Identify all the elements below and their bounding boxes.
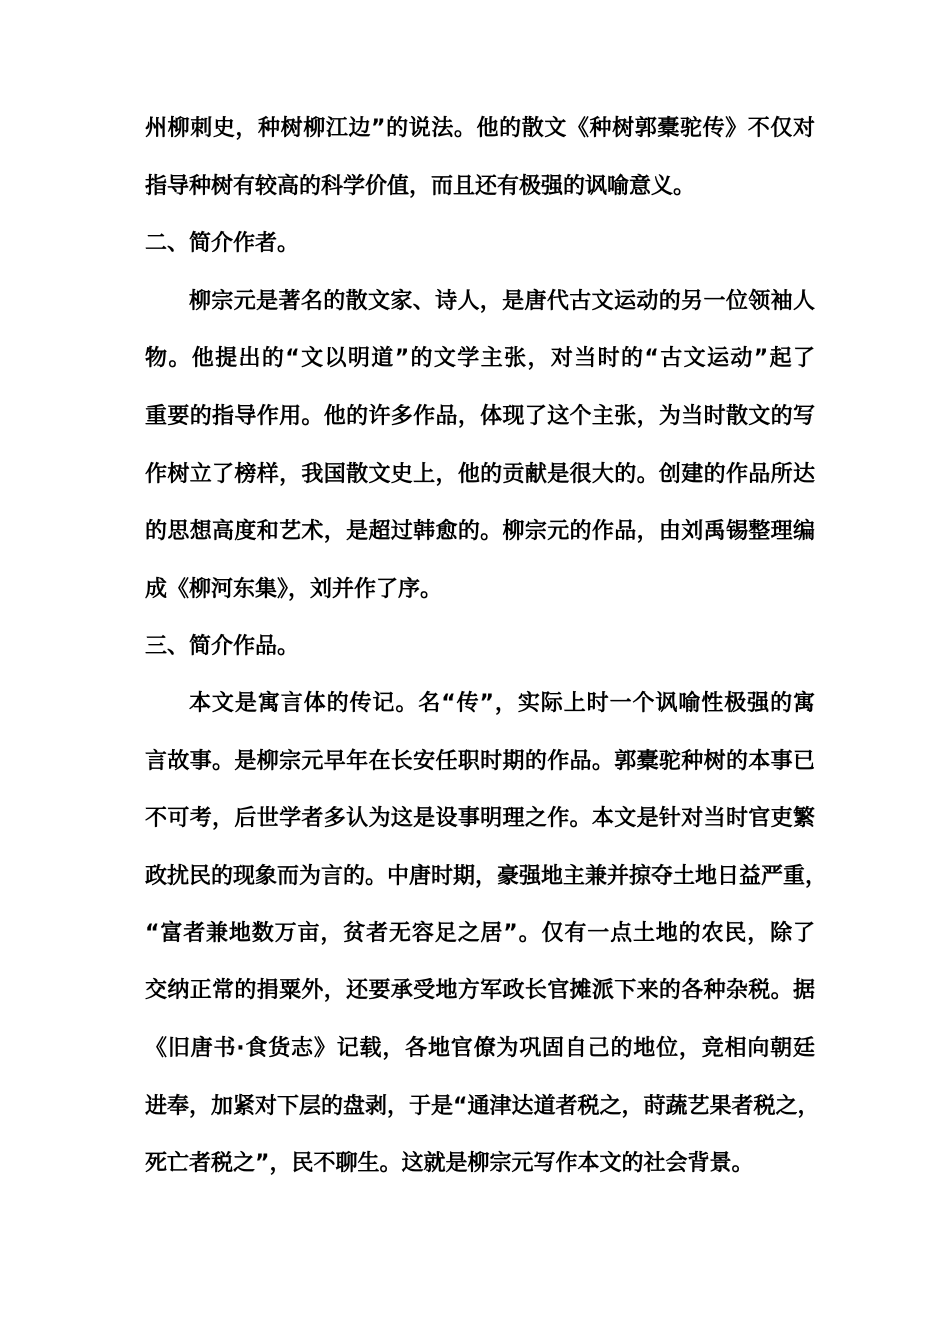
paragraph-first-line: 柳宗元是著名的散文家、诗人，是唐代古文运动的另一位领袖人 xyxy=(189,289,815,314)
text-line: 死亡者税之”，民不聊生。这就是柳宗元写作本文的社会背景。 xyxy=(145,1151,754,1176)
text-line: 言故事。是柳宗元早年在长安任职时期的作品。郭橐驼种树的本事已 xyxy=(145,749,815,774)
text-line: 重要的指导作用。他的许多作品，体现了这个主张，为当时散文的写 xyxy=(145,404,815,429)
text-line: 进奉，加紧对下层的盘剥，于是“通津达道者税之，莳蔬艺果者税之， xyxy=(145,1094,820,1119)
text-line: 政扰民的现象而为言的。中唐时期，豪强地主兼并掠夺土地日益严重， xyxy=(145,864,828,889)
text-line: 物。他提出的“文以明道”的文学主张，对当时的“古文运动”起了 xyxy=(145,346,815,371)
text-line: 不可考，后世学者多认为这是设事明理之作。本文是针对当时官吏繁 xyxy=(145,806,815,831)
text-line: 成《柳河东集》，刘并作了序。 xyxy=(145,577,443,602)
paragraph-first-line: 本文是寓言体的传记。名“传”，实际上时一个讽喻性极强的寓 xyxy=(189,691,815,716)
section-heading-author: 二、简介作者。 xyxy=(145,231,300,256)
text-line: 的思想高度和艺术，是超过韩愈的。柳宗元的作品，由刘禹锡整理编 xyxy=(145,519,815,544)
text-line: 《旧唐书·食货志》记载，各地官僚为巩固自己的地位，竞相向朝廷 xyxy=(145,1036,815,1061)
text-line: “富者兼地数万亩，贫者无容足之居”。仅有一点土地的农民，除了 xyxy=(145,921,815,946)
section-heading-work: 三、简介作品。 xyxy=(145,634,300,659)
text-line: 交纳正常的捐粟外，还要承受地方军政长官摊派下来的各种杂税。据 xyxy=(145,978,815,1003)
text-line: 作树立了榜样，我国散文史上，他的贡献是很大的。创建的作品所达 xyxy=(145,462,815,487)
text-line: 州柳刺史，种树柳江边”的说法。他的散文《种树郭橐驼传》不仅对 xyxy=(145,116,815,141)
text-line: 指导种树有较高的科学价值，而且还有极强的讽喻意义。 xyxy=(145,174,696,199)
